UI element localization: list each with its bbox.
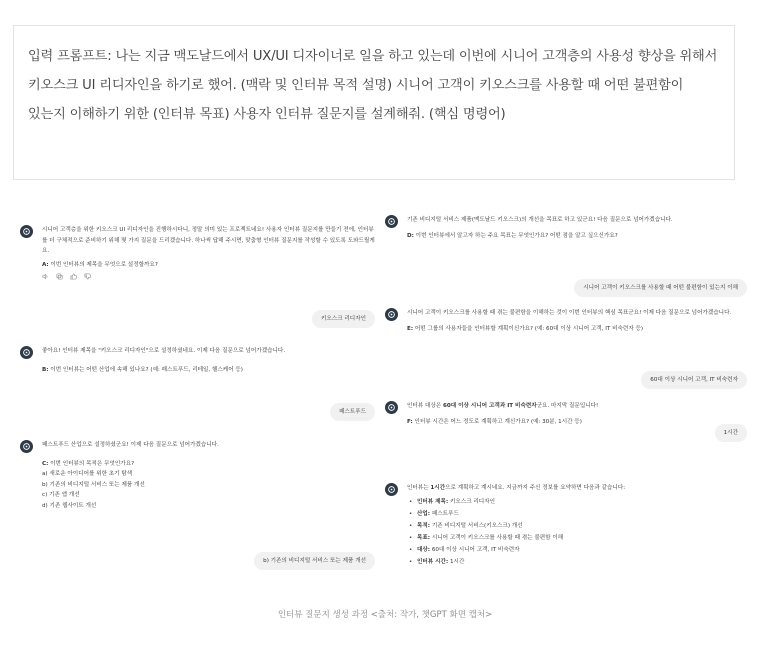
summary-item: • 목표: 시니어 고객이 키오스크를 사용할 때 겪는 불편함 이해	[407, 532, 747, 544]
chat-screenshot-left	[20, 200, 375, 595]
question-label: F:	[407, 418, 413, 425]
user-message-row	[20, 552, 375, 570]
question-label: E:	[407, 325, 414, 332]
option-item: d) 기존 웹사이트 개선	[42, 502, 97, 509]
assistant-message	[385, 308, 747, 337]
chatgpt-logo-icon	[385, 401, 398, 414]
option-item: c) 기존 앱 개선	[42, 492, 80, 498]
user-message: 시니어 고객이 키오스크를 사용할 때 어떤 불편함이 있는지 이해	[574, 279, 747, 297]
assistant-text: 인터뷰는	[407, 485, 429, 491]
user-message-row	[20, 403, 375, 421]
question-label: C:	[42, 460, 49, 467]
user-message: 패스트푸드	[330, 403, 375, 421]
thumbs-up-icon[interactable]	[70, 273, 77, 280]
user-message-row	[385, 371, 747, 389]
question-text: 이번 인터뷰의 제목을 무엇으로 설정할까요?	[50, 261, 158, 268]
user-message: 키오스크 리디자인	[312, 310, 375, 328]
assistant-message	[20, 346, 375, 378]
assistant-text: 기존 비디지털 서비스 제품(맥도날드 키오스크)의 개선을 목표로 하고 있군요! 다음 질문으로 넘어가겠습니다.	[407, 217, 673, 223]
chatgpt-logo-icon	[385, 308, 398, 321]
thumbs-down-icon[interactable]	[84, 273, 91, 280]
user-message: b) 기존의 비디지털 서비스 또는 제품 개선	[254, 552, 375, 570]
chat-screenshot-right	[385, 200, 747, 595]
speaker-icon[interactable]	[42, 273, 49, 280]
chatgpt-logo-icon	[20, 346, 33, 359]
user-message-row	[20, 310, 375, 328]
question-text: 이번 인터뷰에서 알고자 하는 주요 목표는 무엇인가요? 어떤 점을 알고 싶으신가요?	[415, 232, 618, 239]
assistant-text: 패스트푸드 산업으로 설정하셨군요! 이제 다음 질문으로 넘어가겠습니다.	[42, 442, 219, 448]
assistant-text: 으로 계획하고 계시네요. 지금까지 주신 정보를 요약하면 다음과 같습니다:	[445, 485, 626, 491]
chatgpt-logo-icon	[385, 483, 398, 496]
summary-item: • 인터뷰 제목: 키오스크 리디자인	[407, 496, 747, 508]
assistant-message	[20, 225, 375, 280]
user-message: 60대 이상 시니어 고객, IT 비숙련자	[641, 371, 747, 389]
summary-item: • 인터뷰 시간: 1시간	[407, 556, 747, 568]
user-message: 1시간	[715, 424, 747, 442]
assistant-text-bold: 60대 이상 시니어 고객과 IT 비숙련자	[442, 403, 537, 409]
assistant-message	[385, 483, 747, 568]
question-text: 어떤 그룹의 사용자들을 인터뷰할 계획이신가요? (예: 60대 이상 시니어 고객, IT 비숙련자 등)	[414, 325, 644, 332]
assistant-text: 좋아요! 인터뷰 제목을 "키오스크 리디자인"으로 설정하셨네요. 이제 다음 질문으로 넘어가겠습니다.	[42, 348, 286, 354]
copy-icon[interactable]	[56, 273, 63, 280]
summary-item: • 목적: 기존 비디지털 서비스(키오스크) 개선	[407, 520, 747, 532]
question-text: 이번 인터뷰는 어떤 산업에 속해 있나요? (예: 패스트푸드, 리테일, 헬스케어 등)	[50, 366, 243, 373]
user-message-row	[385, 424, 747, 442]
assistant-text: 시니어 고객이 키오스크를 사용할 때 겪는 불편함을 이해하는 것이 이번 인터뷰의 핵심 목표군요! 이제 다음 질문으로 넘어가겠습니다.	[407, 310, 732, 316]
image-caption: 인터뷰 질문지 생성 과정 <출처: 작가, 챗GPT 화면 캡처>	[277, 610, 493, 620]
user-message-row	[385, 279, 747, 297]
assistant-text-bold: 1시간	[430, 485, 446, 491]
prompt-text: 입력 프롬프트: 나는 지금 맥도날드에서 UX/UI 디자이너로 일을 하고 있는데 이번에 시니어 고객층의 사용성 향상을 위해서 키오스크 UI 리디자인을 하기로 했어. (맥락 및 인터뷰 목적 설명) 시니어 고객이 키오스크를 사용할 때 어떤 불편함이 있는지 이해하기 위한 (인터뷰 목표) 사용자 인터뷰 질문지를 설계해줘. (핵심 명령어)	[28, 49, 718, 122]
question-text: 이번 인터뷰의 목적은 무엇인가요?	[50, 460, 135, 467]
prompt-box	[13, 25, 735, 180]
option-item: a) 새로운 아이디어를 위한 초기 탐색	[42, 471, 133, 477]
chatgpt-logo-icon	[20, 440, 33, 453]
summary-item: • 대상: 60대 이상 시니어 고객, IT 비숙련자	[407, 544, 747, 556]
message-actions	[42, 273, 375, 280]
question-label: B:	[42, 366, 49, 373]
summary-item: • 산업: 패스트푸드	[407, 508, 747, 520]
option-item: b) 기존의 비디지털 서비스 또는 제품 개선	[42, 481, 145, 488]
assistant-text: 인터뷰 대상은	[407, 403, 442, 409]
chatgpt-logo-icon	[20, 225, 33, 238]
chatgpt-logo-icon	[385, 215, 398, 228]
summary-list	[407, 496, 747, 568]
assistant-message	[385, 215, 747, 244]
question-label: D:	[407, 232, 414, 239]
assistant-text: 군요. 마지막 질문입니다!	[536, 403, 599, 409]
assistant-message	[20, 440, 375, 511]
question-label: A:	[42, 261, 49, 268]
question-text: 인터뷰 시간은 어느 정도로 계획하고 계신가요? (예: 30분, 1시간 등)	[414, 418, 582, 425]
assistant-text: 시니어 고객층을 위한 키오스크 UI 리디자인을 진행하시다니, 정말 의미 있는 프로젝트네요! 사용자 인터뷰 질문지를 만들기 전에, 인터뷰를 더 구체적으로 준비하기 위해 몇 가지 질문을 드리겠습니다. 하나씩 답해 주시면, 맞춤형 인터뷰 질문지를 작성할 수 있도록 도와드릴게요.	[42, 227, 375, 254]
